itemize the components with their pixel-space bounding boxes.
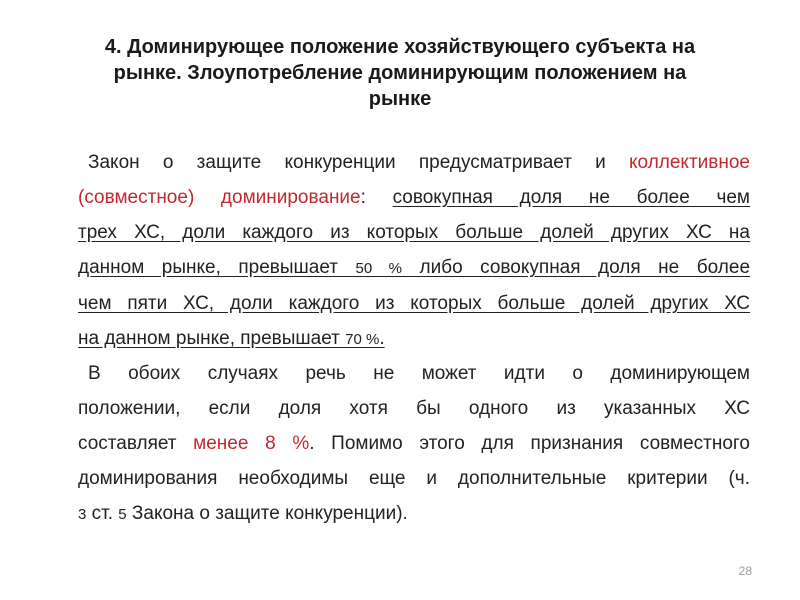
p1-underlined-text: совокупная доля не более чем: [392, 187, 750, 208]
p2-text: составляет: [78, 433, 194, 454]
p1-text: либо совокупная доля не более: [401, 257, 751, 278]
p1-line-5: чем пяти ХС, доли каждого из которых больше долей других ХС: [78, 293, 750, 314]
p2-part-number: 3: [78, 506, 87, 523]
p1-text: Закон о защите конкуренции предусматривает и: [88, 152, 630, 173]
p2-line-1: В обоих случаях речь не может идти о доминирующем: [88, 363, 750, 384]
p2-line-3: [78, 426, 750, 461]
p2-red-threshold: менее 8 %: [193, 433, 310, 454]
p2-text: . Помимо этого для признания совместного: [309, 433, 750, 454]
page-number: 28: [738, 564, 752, 578]
p1-red-term: коллективное: [629, 152, 750, 173]
p1-line-3: трех ХС, доли каждого из которых больше долей других ХС на: [78, 222, 750, 243]
slide-title: [40, 34, 760, 112]
p2-text: ст.: [86, 503, 119, 524]
p1-line-4: [78, 250, 750, 286]
title-line-1: 4. Доминирующее положение хозяйствующего субъекта на: [104, 36, 696, 58]
p2-text: Закона о защите конкуренции).: [126, 503, 408, 524]
title-line-2: рынке. Злоупотребление доминирующим положением на: [113, 62, 687, 84]
p1-red-term-2: (совместное) доминирование: [78, 187, 361, 208]
title-line-3: рынке: [368, 88, 432, 110]
p1-line-2: [78, 180, 750, 215]
p2-line-4: доминирования необходимы еще и дополнительные критерии (ч.: [78, 468, 750, 489]
p2-line-5: [78, 496, 750, 532]
p1-text: данном рынке, превышает: [78, 257, 356, 278]
p2-article-number: 5: [118, 506, 127, 523]
paragraph-collective-dominance: [78, 145, 750, 357]
p2-line-2: положении, если доля хотя бы одного из указанных ХС: [78, 398, 750, 419]
p1-text: на данном рынке, превышает: [78, 328, 346, 349]
p1-line-6: [78, 321, 750, 357]
p1-period: .: [379, 328, 385, 349]
p1-percent-50: 50 %: [355, 260, 402, 277]
p1-colon: :: [360, 187, 393, 208]
p1-percent-70: 70 %: [345, 331, 380, 348]
p1-line-1: [78, 145, 750, 180]
paragraph-exceptions: [78, 356, 750, 532]
